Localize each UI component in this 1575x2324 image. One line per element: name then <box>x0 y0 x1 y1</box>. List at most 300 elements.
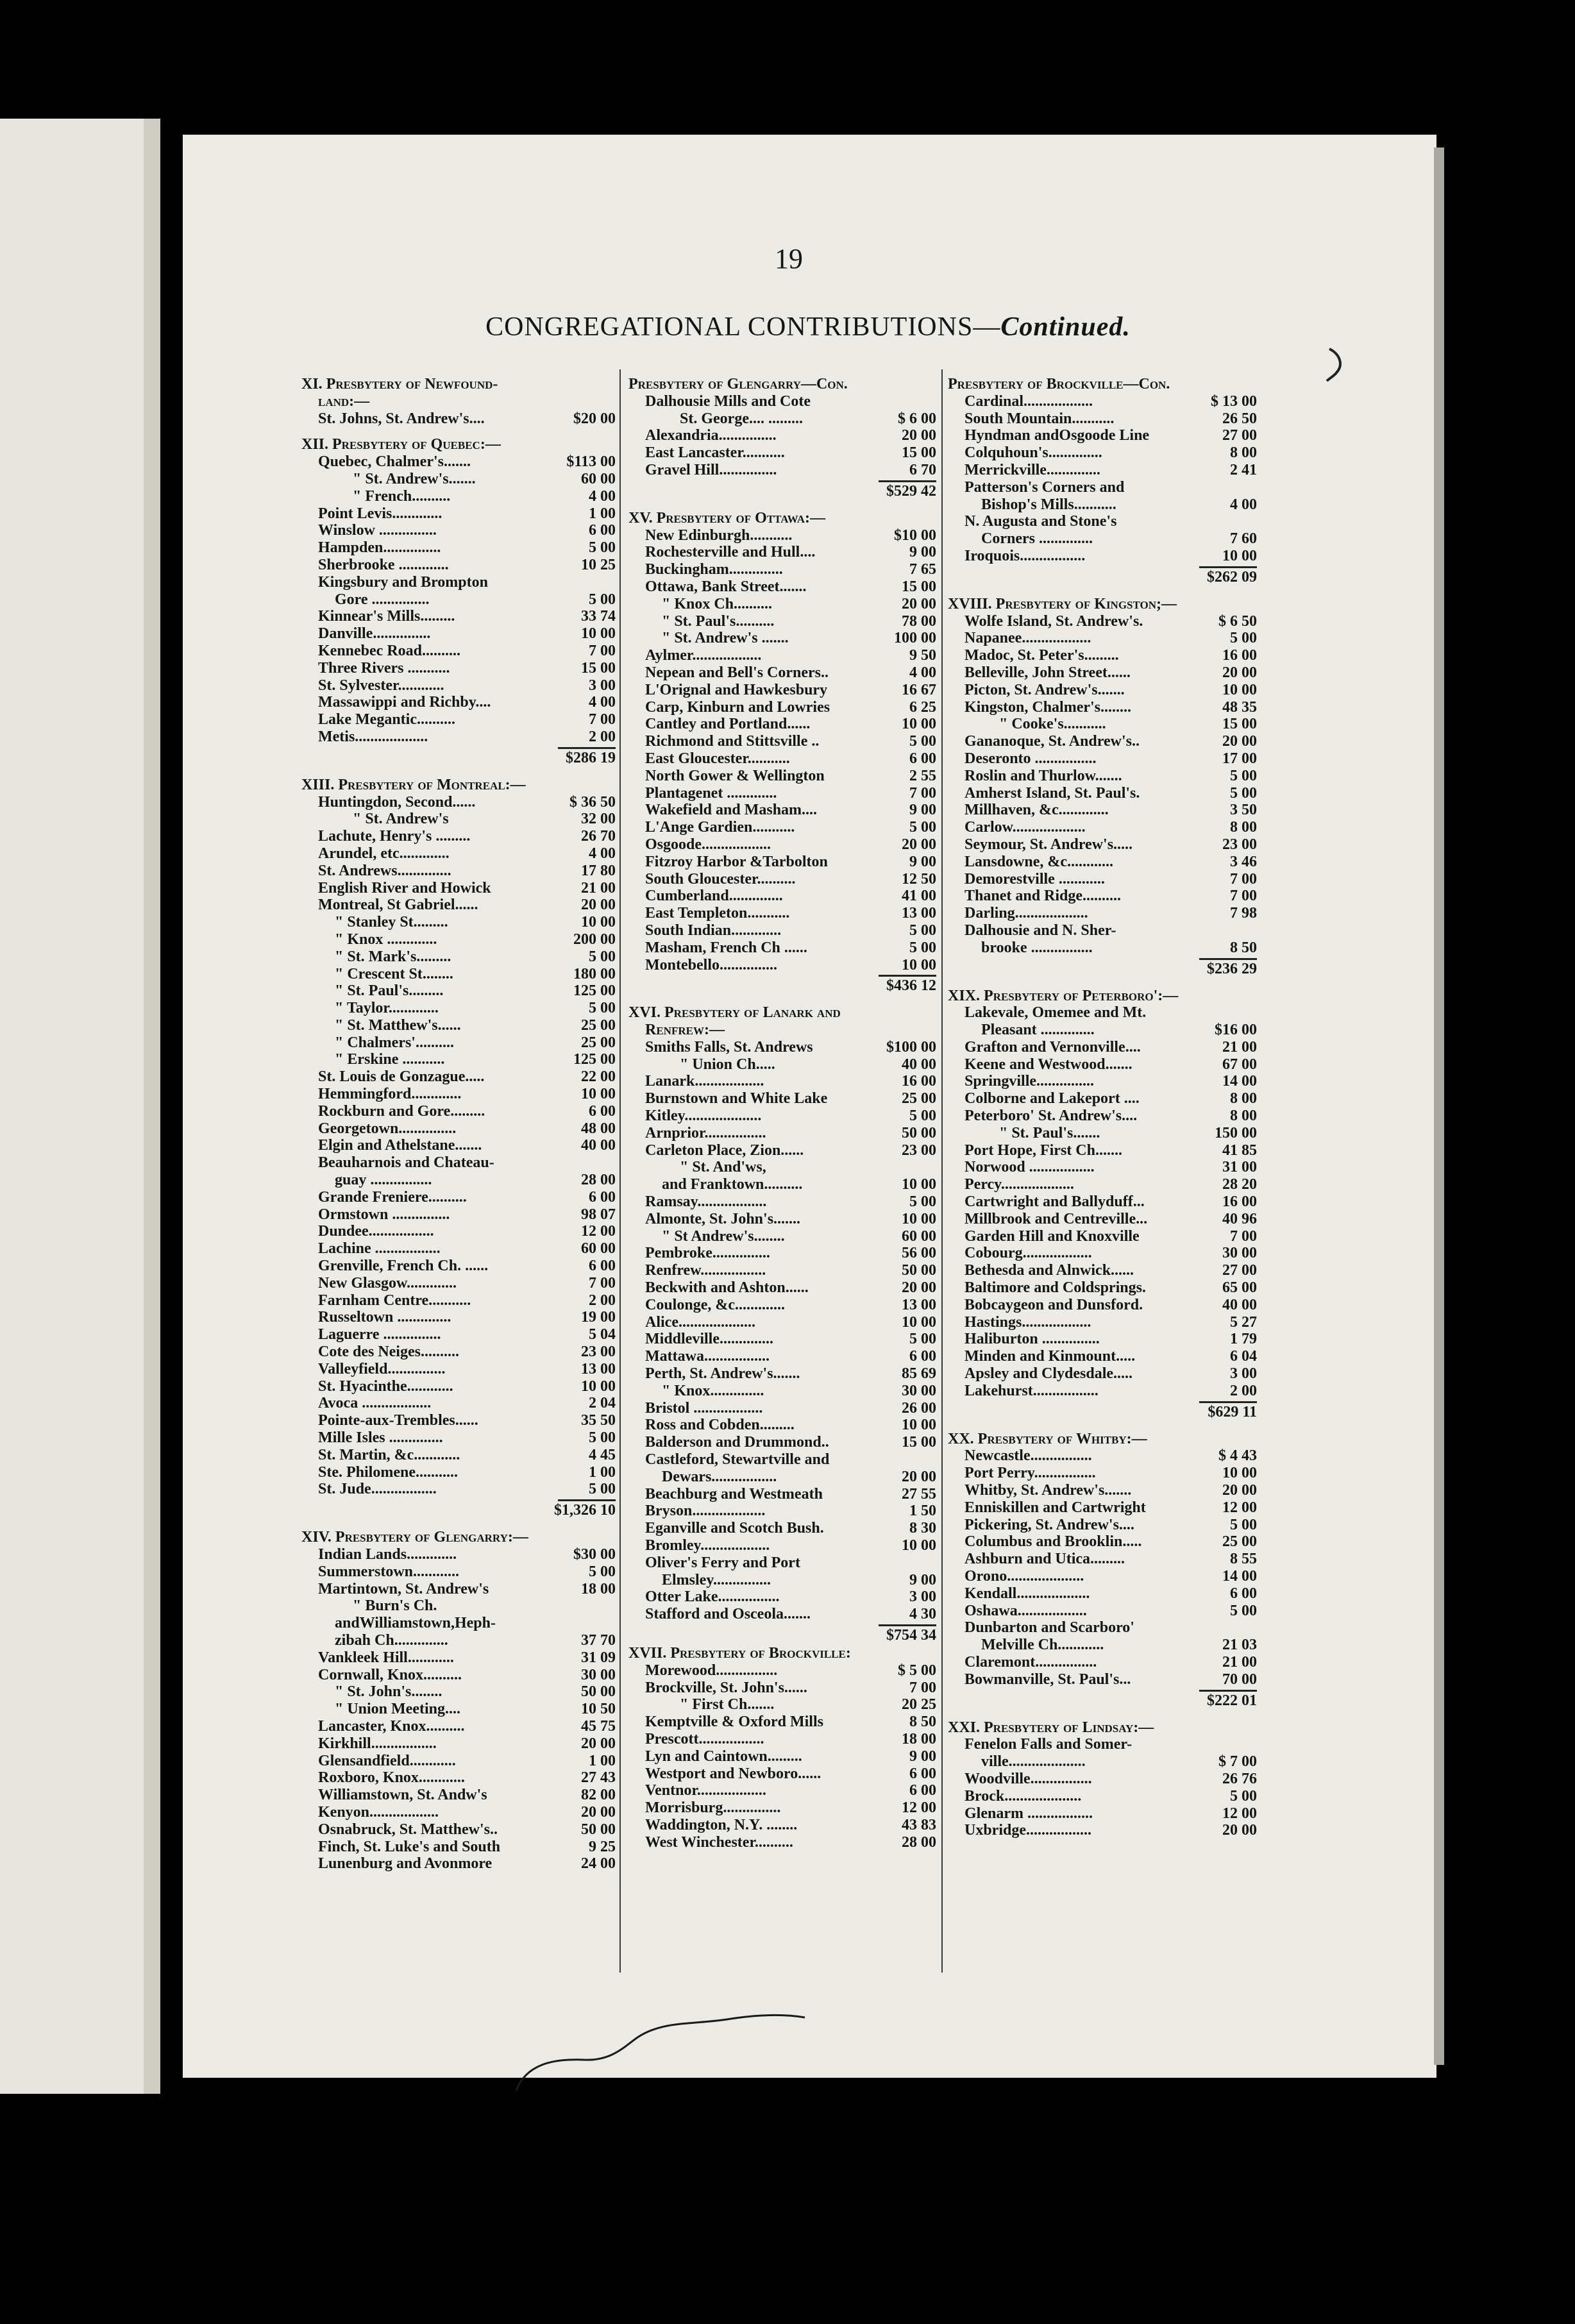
amount: 8 00 <box>1230 444 1257 462</box>
amount: 10 00 <box>581 1377 616 1395</box>
amount: $16 00 <box>1215 1022 1257 1039</box>
congregation-name: Metis................... <box>318 728 428 745</box>
congregation-name: Baltimore and Coldsprings. <box>964 1279 1146 1297</box>
congregation-name: Avoca .................. <box>318 1395 432 1412</box>
amount: 26 76 <box>1222 1770 1257 1787</box>
congregation-name: Renfrew................. <box>645 1262 766 1279</box>
contribution-row <box>301 591 616 609</box>
congregation-name: St. Jude................. <box>318 1481 437 1498</box>
column-1 <box>301 376 616 1873</box>
congregation-name: Cumberland.............. <box>645 888 783 905</box>
contribution-row <box>301 914 616 931</box>
amount: 10 25 <box>581 556 616 573</box>
congregation-name: Burnstown and White Lake <box>645 1090 828 1107</box>
congregation-name: Napanee.................. <box>964 630 1091 647</box>
presbytery-heading <box>301 1529 616 1546</box>
amount: 37 70 <box>581 1631 616 1649</box>
congregation-name: Oliver's Ferry and Port <box>645 1554 800 1571</box>
contribution-row <box>628 750 936 768</box>
congregation-name: Seymour, St. Andrew's..... <box>964 836 1133 853</box>
congregation-name: Point Levis............. <box>318 505 442 522</box>
amount: 1 50 <box>909 1503 936 1520</box>
amount: $ 6 50 <box>1218 612 1257 630</box>
contribution-row <box>301 1120 616 1138</box>
amount: 1 00 <box>589 1463 616 1481</box>
heading-text: Presbytery of Glengarry—Con. <box>628 376 848 392</box>
amount: 150 00 <box>1215 1124 1257 1141</box>
amount: 12 50 <box>902 870 936 888</box>
amount: 19 00 <box>581 1309 616 1326</box>
congregation-name: Kitley.................... <box>645 1107 762 1125</box>
congregation-name: Nepean and Bell's Corners.. <box>645 664 829 681</box>
contribution-row <box>948 1279 1257 1297</box>
contribution-row <box>628 957 936 974</box>
congregation-name: Arundel, etc............. <box>318 845 450 862</box>
amount: 5 00 <box>589 1481 616 1498</box>
congregation-name: Cote des Neiges.......... <box>318 1343 459 1361</box>
congregation-name: Carlow................... <box>964 819 1086 836</box>
congregation-name: St. Andrews.............. <box>318 862 451 879</box>
congregation-name: Deseronto ................ <box>964 750 1097 767</box>
contribution-row <box>948 1331 1257 1348</box>
contribution-row <box>301 1701 616 1718</box>
amount: 18 00 <box>902 1730 936 1747</box>
congregation-name: " Union Meeting.... <box>335 1701 460 1718</box>
contribution-row <box>628 1486 936 1503</box>
congregation-name: South Gloucester.......... <box>645 870 796 888</box>
contribution-row <box>948 1671 1257 1688</box>
amount: 28 20 <box>1222 1176 1257 1193</box>
amount: 40 00 <box>1222 1296 1257 1313</box>
contribution-row <box>948 1447 1257 1465</box>
congregation-name: Norwood ................. <box>964 1159 1095 1176</box>
contribution-row <box>628 802 936 819</box>
congregation-name: " St. Matthew's...... <box>335 1016 461 1034</box>
amount: 16 00 <box>1222 647 1257 664</box>
contribution-row <box>948 1073 1257 1090</box>
congregation-name: Kenyon.................. <box>318 1803 439 1821</box>
congregation-name: Hyndman andOsgoode Line <box>964 427 1150 444</box>
amount: 20 00 <box>1222 1482 1257 1499</box>
congregation-name: Montebello............... <box>645 956 777 973</box>
contribution-row <box>948 496 1257 514</box>
amount: 45 75 <box>581 1717 616 1735</box>
amount: 15 00 <box>1222 716 1257 733</box>
total-amount: $236 29 <box>1207 960 1257 977</box>
contribution-row <box>628 630 936 647</box>
contribution-row <box>301 574 616 591</box>
congregation-name: Vankleek Hill............ <box>318 1649 454 1666</box>
amount: 17 00 <box>1222 750 1257 767</box>
contribution-row <box>628 1383 936 1400</box>
contribution-row <box>301 948 616 966</box>
contribution-row <box>628 1451 936 1469</box>
congregation-name: Perth, St. Andrew's....... <box>645 1365 800 1383</box>
contribution-row <box>301 811 616 828</box>
contribution-row <box>628 427 936 444</box>
contribution-row <box>948 630 1257 647</box>
contribution-row <box>628 1606 936 1623</box>
contribution-row <box>948 664 1257 682</box>
congregation-name: Ashburn and Utica......... <box>964 1551 1125 1568</box>
amount: 23 00 <box>902 1141 936 1159</box>
congregation-name: " St. Andrew's ....... <box>662 630 789 647</box>
contribution-row <box>948 1039 1257 1056</box>
amount: 5 00 <box>909 1331 936 1348</box>
contribution-row <box>301 1804 616 1821</box>
congregation-name: St. Johns, St. Andrew's.... <box>318 410 485 427</box>
total-amount: $754 34 <box>886 1626 936 1644</box>
contribution-row <box>628 1245 936 1262</box>
contribution-row <box>628 1039 936 1056</box>
congregation-name: Lansdowne, &c............ <box>964 853 1114 870</box>
contribution-row <box>301 694 616 711</box>
contribution-row <box>301 557 616 574</box>
congregation-name: Kennebec Road.......... <box>318 642 460 659</box>
congregation-name: Percy................... <box>964 1176 1074 1193</box>
contribution-row <box>628 527 936 544</box>
amount: 10 00 <box>902 1417 936 1434</box>
contribution-row <box>301 1154 616 1172</box>
amount: 13 00 <box>902 905 936 922</box>
amount: 4 45 <box>589 1446 616 1463</box>
contribution-row <box>628 613 936 630</box>
contribution-row <box>948 1022 1257 1039</box>
title-text: CONGREGATIONAL CONTRIBUTIONS— <box>485 312 1001 342</box>
contribution-row <box>301 1034 616 1052</box>
congregation-name: Summerstown............ <box>318 1563 459 1580</box>
contribution-row <box>301 982 616 1000</box>
contribution-row <box>301 1855 616 1873</box>
amount: 5 00 <box>909 819 936 836</box>
contribution-row <box>628 1434 936 1451</box>
amount: 3 00 <box>589 677 616 694</box>
congregation-name: Cornwall, Knox.......... <box>318 1666 462 1683</box>
total-row <box>628 1623 936 1645</box>
congregation-name: Lunenburg and Avonmore <box>318 1855 493 1873</box>
amount: 8 00 <box>1230 1090 1257 1107</box>
contribution-row <box>628 1731 936 1748</box>
contribution-row <box>628 664 936 682</box>
congregation-name: Three Rivers ........... <box>318 659 450 677</box>
amount: 16 67 <box>902 681 936 698</box>
contribution-row <box>628 578 936 596</box>
congregation-name: Rockburn and Gore......... <box>318 1102 485 1120</box>
contribution-row <box>628 1714 936 1731</box>
amount: 4 00 <box>1230 496 1257 513</box>
congregation-name: Pickering, St. Andrew's.... <box>964 1516 1134 1533</box>
congregation-name: Beckwith and Ashton...... <box>645 1279 809 1297</box>
congregation-name: " Chalmers'.......... <box>335 1034 454 1051</box>
congregation-name: Woodville................ <box>964 1770 1092 1787</box>
contribution-row <box>628 871 936 888</box>
column-rule <box>619 369 621 1973</box>
congregation-name: Eganville and Scotch Bush. <box>645 1520 824 1537</box>
congregation-name: Osnabruck, St. Matthew's.. <box>318 1821 498 1838</box>
congregation-name: Bristol .................. <box>645 1399 763 1417</box>
contribution-row <box>301 643 616 660</box>
amount: 9 25 <box>589 1838 616 1855</box>
total-amount: $436 12 <box>886 977 936 995</box>
amount: 10 00 <box>1222 1465 1257 1482</box>
congregation-name: Lake Megantic.......... <box>318 711 455 728</box>
amount: 6 70 <box>909 461 936 478</box>
congregation-name: Patterson's Corners and <box>964 478 1125 496</box>
amount: 31 00 <box>1222 1159 1257 1176</box>
heading-text: XV. Presbytery of Ottawa:— <box>628 509 826 526</box>
amount: 25 00 <box>581 1016 616 1034</box>
title-continued: Continued. <box>1000 312 1131 342</box>
contribution-row <box>301 1051 616 1068</box>
amount: 8 50 <box>909 1714 936 1731</box>
congregation-name: Westport and Newboro...... <box>645 1765 821 1782</box>
contribution-row <box>301 1103 616 1120</box>
amount: 5 00 <box>1230 630 1257 647</box>
amount: 41 85 <box>1222 1141 1257 1159</box>
congregation-name: Indian Lands............. <box>318 1546 457 1563</box>
amount: 13 00 <box>581 1360 616 1377</box>
heading-text: XVIII. Presbytery of Kingston;— <box>948 595 1177 612</box>
congregation-name: Dunbarton and Scarboro' <box>964 1619 1134 1637</box>
amount: $ 36 50 <box>569 793 616 811</box>
congregation-name: Kinnear's Mills......... <box>318 608 455 625</box>
contribution-row <box>301 1597 616 1615</box>
congregation-name: " Burn's Ch. <box>353 1597 437 1615</box>
amount: 8 55 <box>1230 1551 1257 1568</box>
congregation-name: East Templeton........... <box>645 905 790 922</box>
congregation-name: Bishop's Mills........... <box>981 496 1116 513</box>
congregation-name: Bobcaygeon and Dunsford. <box>964 1296 1143 1313</box>
amount: 40 96 <box>1222 1210 1257 1227</box>
amount: 3 00 <box>1230 1365 1257 1383</box>
amount: 20 00 <box>902 1468 936 1485</box>
amount: $100 00 <box>886 1038 936 1056</box>
congregation-name: Roxboro, Knox............ <box>318 1769 465 1787</box>
amount: 27 00 <box>1222 427 1257 444</box>
congregation-name: Lanark.................. <box>645 1073 764 1090</box>
amount: 35 50 <box>581 1412 616 1429</box>
amount: 5 00 <box>909 939 936 956</box>
amount: 20 25 <box>902 1696 936 1714</box>
contribution-row <box>301 1667 616 1684</box>
congregation-name: " St. Mark's......... <box>335 948 451 965</box>
amount: 6 00 <box>589 522 616 539</box>
presbytery-heading <box>948 596 1257 613</box>
congregation-name: Springville............... <box>964 1073 1095 1090</box>
congregation-name: and Franktown.......... <box>662 1176 803 1193</box>
congregation-name: Melville Ch............ <box>981 1637 1104 1654</box>
congregation-name: Colquhoun's.............. <box>964 444 1102 462</box>
contribution-row <box>628 854 936 871</box>
congregation-name: " St. Paul's.......... <box>662 612 775 630</box>
amount: 10 00 <box>581 1086 616 1103</box>
amount: 2 00 <box>589 1292 616 1309</box>
amount: 21 00 <box>1222 1038 1257 1056</box>
contribution-row <box>948 768 1257 785</box>
contribution-row <box>948 819 1257 836</box>
amount: 2 41 <box>1230 461 1257 478</box>
amount: 5 00 <box>909 1107 936 1125</box>
amount: 3 46 <box>1230 853 1257 870</box>
amount: 2 00 <box>589 728 616 745</box>
amount: 5 00 <box>1230 784 1257 802</box>
contribution-row <box>948 1654 1257 1671</box>
congregation-name: Mattawa................. <box>645 1348 770 1365</box>
amount: 7 00 <box>909 784 936 802</box>
amount: 14 00 <box>1222 1073 1257 1090</box>
congregation-name: Danville............... <box>318 625 431 643</box>
amount: 7 00 <box>909 1679 936 1696</box>
contribution-row <box>628 462 936 479</box>
column-3 <box>948 376 1257 1839</box>
congregation-name: " Union Ch..... <box>680 1056 775 1073</box>
amount: 23 00 <box>581 1343 616 1361</box>
contribution-row <box>948 939 1257 957</box>
amount: $ 7 00 <box>1218 1753 1257 1771</box>
congregation-name: Gore ............... <box>335 591 430 608</box>
amount: 27 55 <box>902 1485 936 1503</box>
presbytery-heading <box>301 376 616 393</box>
congregation-name: " First Ch....... <box>680 1696 775 1714</box>
amount: 48 00 <box>581 1120 616 1137</box>
congregation-name: Ormstown ............... <box>318 1206 450 1223</box>
amount: 50 00 <box>581 1821 616 1838</box>
contribution-row <box>948 1228 1257 1245</box>
congregation-name: Carp, Kinburn and Lowries <box>645 698 830 716</box>
amount: 6 00 <box>909 750 936 767</box>
total-amount: $629 11 <box>1208 1403 1257 1420</box>
total-amount: $222 01 <box>1207 1692 1257 1709</box>
contribution-row <box>628 1297 936 1314</box>
contribution-row <box>628 444 936 462</box>
contribution-row <box>301 880 616 897</box>
contribution-row <box>948 1365 1257 1383</box>
contribution-row <box>948 716 1257 733</box>
congregation-name: Millhaven, &c............. <box>964 802 1109 819</box>
contribution-row <box>301 539 616 557</box>
amount: 20 00 <box>902 595 936 612</box>
spacer <box>301 768 616 777</box>
congregation-name: " French.......... <box>353 487 451 505</box>
amount: 8 00 <box>1230 819 1257 836</box>
amount: 10 00 <box>1222 547 1257 564</box>
amount: 3 00 <box>909 1588 936 1606</box>
presbytery-heading <box>948 376 1257 393</box>
contribution-row <box>948 548 1257 565</box>
total-row <box>628 973 936 995</box>
congregation-name: Kingston, Chalmer's........ <box>964 698 1132 716</box>
amount: 50 00 <box>902 1124 936 1141</box>
amount: 5 00 <box>589 1563 616 1580</box>
contribution-row <box>628 733 936 750</box>
contribution-row <box>628 939 936 957</box>
contribution-row <box>948 733 1257 750</box>
contribution-row <box>628 1211 936 1228</box>
congregation-name: L'Orignal and Hawkesbury <box>645 681 828 698</box>
contribution-row <box>301 1735 616 1753</box>
amount: 28 00 <box>581 1172 616 1189</box>
amount: 21 00 <box>581 879 616 897</box>
amount: 78 00 <box>902 612 936 630</box>
congregation-name: Morewood................ <box>645 1662 778 1679</box>
contribution-row <box>301 966 616 983</box>
contribution-row <box>948 802 1257 819</box>
amount: 20 00 <box>1222 664 1257 681</box>
amount: 6 00 <box>909 1765 936 1782</box>
amount: 27 00 <box>1222 1262 1257 1279</box>
congregation-name: Kirkhill................. <box>318 1735 437 1752</box>
congregation-name: Alice.................... <box>645 1313 755 1331</box>
amount: 7 00 <box>589 642 616 659</box>
congregation-name: Masham, French Ch ...... <box>645 939 807 956</box>
congregation-name: Whitby, St. Andrew's....... <box>964 1482 1132 1499</box>
amount: 10 00 <box>902 956 936 973</box>
total-row <box>948 1400 1257 1422</box>
congregation-name: Fenelon Falls and Somer- <box>964 1736 1133 1753</box>
presbytery-heading <box>301 393 616 410</box>
contribution-row <box>948 613 1257 630</box>
presbytery-heading <box>948 1431 1257 1448</box>
amount: $ 4 43 <box>1218 1447 1257 1465</box>
contribution-row <box>301 1223 616 1240</box>
contribution-row <box>948 854 1257 871</box>
contribution-row <box>301 1326 616 1343</box>
congregation-name: Huntingdon, Second...... <box>318 793 476 811</box>
congregation-name: Orono.................... <box>964 1568 1084 1585</box>
amount: 25 00 <box>902 1090 936 1107</box>
congregation-name: St. Hyacinthe............ <box>318 1377 453 1395</box>
congregation-name: Bethesda and Alnwick...... <box>964 1262 1134 1279</box>
contribution-row <box>948 1193 1257 1211</box>
amount: 15 00 <box>581 659 616 677</box>
heading-text: land:— <box>318 392 370 410</box>
contribution-row <box>628 561 936 578</box>
contribution-row <box>948 1771 1257 1788</box>
contribution-row <box>948 1619 1257 1637</box>
heading-text: XXI. Presbytery of Lindsay:— <box>948 1719 1154 1736</box>
presbytery-heading <box>628 1645 936 1662</box>
total-amount: $529 42 <box>886 482 936 500</box>
contribution-row <box>948 1753 1257 1771</box>
amount: 7 00 <box>589 711 616 728</box>
heading-text: XIII. Presbytery of Montreal:— <box>301 776 526 793</box>
congregation-name: andWilliamstown,Heph- <box>335 1615 496 1632</box>
congregation-name: Dewars................. <box>662 1468 777 1485</box>
contribution-row <box>301 1258 616 1275</box>
page-title <box>359 312 1257 342</box>
congregation-name: Otter Lake................ <box>645 1588 780 1606</box>
contribution-row <box>948 1142 1257 1159</box>
contribution-row <box>948 1551 1257 1568</box>
congregation-name: Brockville, St. John's...... <box>645 1679 807 1696</box>
page-number: 19 <box>775 243 803 274</box>
congregation-name: Russeltown .............. <box>318 1309 451 1326</box>
amount: 9 00 <box>909 802 936 819</box>
amount: $ 6 00 <box>898 410 936 427</box>
amount: 20 00 <box>902 427 936 444</box>
amount: 20 00 <box>902 1279 936 1297</box>
contribution-row <box>948 1822 1257 1839</box>
congregation-name: Elmsley............... <box>662 1571 771 1588</box>
amount: 24 00 <box>581 1855 616 1873</box>
contribution-row <box>628 1696 936 1714</box>
contribution-row <box>301 1429 616 1447</box>
amount: 4 30 <box>909 1606 936 1623</box>
page-gutter <box>144 119 160 2094</box>
contribution-row <box>948 513 1257 530</box>
contribution-row <box>301 1137 616 1154</box>
contribution-row <box>948 1465 1257 1482</box>
